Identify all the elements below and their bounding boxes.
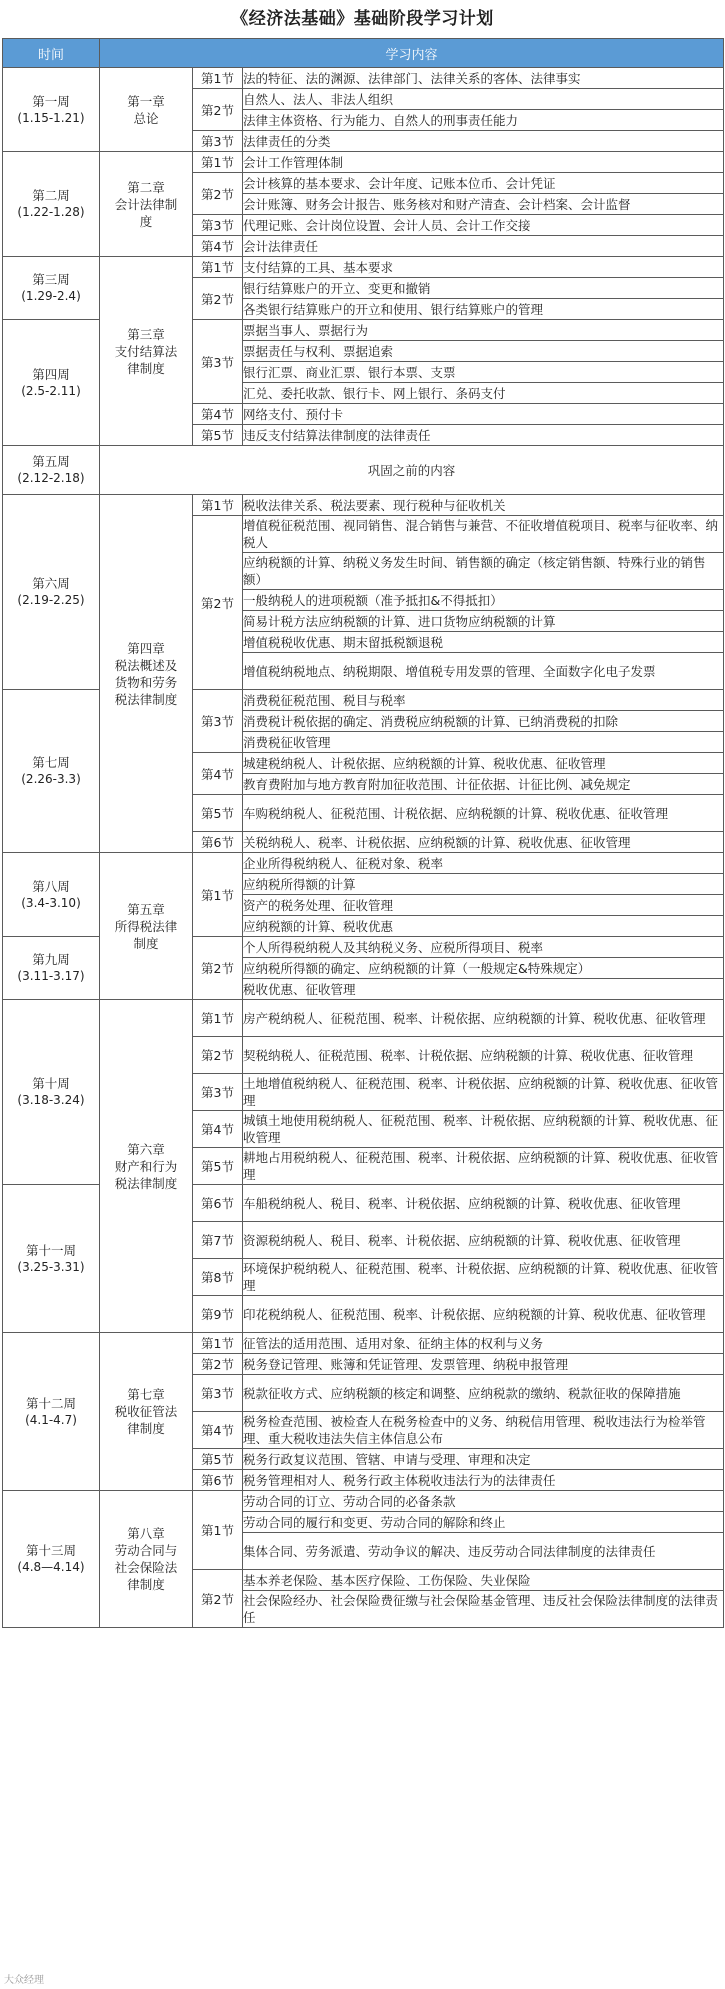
- week-cell: [3, 495, 100, 690]
- section-content: 增值税纳税地点、纳税期限、增值税专用发票的管理、全面数字化电子发票: [243, 653, 724, 690]
- section-number: 第3节: [193, 320, 243, 404]
- week-range: (1.15-1.21): [17, 110, 85, 125]
- section-content: 税收优惠、征收管理: [243, 979, 724, 1000]
- section-content: 法律主体资格、行为能力、自然人的刑事责任能力: [243, 110, 724, 131]
- week-cell: [3, 1491, 100, 1628]
- study-plan-body: [3, 39, 724, 1628]
- section-content: 教育费附加与地方教育附加征收范围、计征依据、计征比例、减免规定: [243, 774, 724, 795]
- section-number: 第2节: [193, 1354, 243, 1375]
- section-content: 关税纳税人、税率、计税依据、应纳税额的计算、税收优惠、征收管理: [243, 832, 724, 853]
- section-number: 第2节: [193, 1570, 243, 1628]
- week-range: (4.8—4.14): [17, 1560, 85, 1574]
- week-range: (2.19-2.25): [17, 593, 85, 607]
- section-number: 第1节: [193, 1333, 243, 1354]
- section-number: 第1节: [193, 257, 243, 278]
- section-content: 票据当事人、票据行为: [243, 320, 724, 341]
- section-content: 车船税纳税人、税目、税率、计税依据、应纳税额的计算、税收优惠、征收管理: [243, 1185, 724, 1222]
- section-content: 支付结算的工具、基本要求: [243, 257, 724, 278]
- section-content: 自然人、法人、非法人组织: [243, 89, 724, 110]
- table-row: [3, 1000, 724, 1037]
- section-content: 基本养老保险、基本医疗保险、工伤保险、失业保险: [243, 1570, 724, 1591]
- week-label: 第十周: [32, 1076, 70, 1091]
- section-number: 第5节: [193, 1449, 243, 1470]
- section-number: 第4节: [193, 404, 243, 425]
- section-number: 第7节: [193, 1222, 243, 1259]
- week-label: 第七周: [32, 755, 70, 770]
- section-content: 会计法律责任: [243, 236, 724, 257]
- section-number: 第2节: [193, 1037, 243, 1074]
- week-range: (1.22-1.28): [17, 205, 85, 219]
- week-range: (2.12-2.18): [17, 471, 85, 485]
- chapter-cell: [100, 152, 193, 257]
- week-label: 第一周: [32, 93, 70, 109]
- chapter-cell: [100, 1000, 193, 1333]
- section-content: 法律责任的分类: [243, 131, 724, 152]
- section-number: 第4节: [193, 1412, 243, 1449]
- chapter-cell: [100, 1491, 193, 1628]
- section-content: 城建税纳税人、计税依据、应纳税额的计算、税收优惠、征收管理: [243, 753, 724, 774]
- chapter-cell: [100, 853, 193, 1000]
- week-cell: [3, 320, 100, 446]
- table-row: [3, 1491, 724, 1512]
- section-number: 第5节: [193, 795, 243, 832]
- section-number: 第4节: [193, 1111, 243, 1148]
- week-label: 第三周: [32, 272, 70, 287]
- week-label: 第五周: [32, 454, 70, 469]
- section-number: 第3节: [193, 690, 243, 753]
- table-row: [3, 257, 724, 278]
- week-label: 第十一周: [25, 1242, 76, 1258]
- section-content: 应纳税额的计算、纳税义务发生时间、销售额的确定（核定销售额、特殊行业的销售额）: [243, 553, 724, 590]
- week-cell: [3, 853, 100, 937]
- chapter-cell: [100, 495, 193, 853]
- section-content: 会计核算的基本要求、会计年度、记账本位币、会计凭证: [243, 173, 724, 194]
- section-content: 银行结算账户的开立、变更和撤销: [243, 278, 724, 299]
- section-number: 第6节: [193, 1470, 243, 1491]
- section-number: 第4节: [193, 753, 243, 795]
- chapter-title: 第四章 税法概述及 货物和劳务 税法律制度: [114, 640, 178, 707]
- section-content: 个人所得税纳税人及其纳税义务、应税所得项目、税率: [243, 937, 724, 958]
- section-number: 第3节: [193, 131, 243, 152]
- section-content: 票据责任与权利、票据追索: [243, 341, 724, 362]
- week-label: 第四周: [32, 366, 70, 382]
- section-content: 汇兑、委托收款、银行卡、网上银行、条码支付: [243, 383, 724, 404]
- section-content: 简易计税方法应纳税额的计算、进口货物应纳税额的计算: [243, 611, 724, 632]
- section-content: 房产税纳税人、征税范围、税率、计税依据、应纳税额的计算、税收优惠、征收管理: [243, 1000, 724, 1037]
- week-cell: [3, 937, 100, 1000]
- section-content: 代理记账、会计岗位设置、会计人员、会计工作交接: [243, 215, 724, 236]
- week-cell: [3, 690, 100, 853]
- table-row: [3, 152, 724, 173]
- section-number: 第3节: [193, 215, 243, 236]
- section-content: 劳动合同的订立、劳动合同的必备条款: [243, 1491, 724, 1512]
- section-number: 第1节: [193, 1000, 243, 1037]
- section-number: 第8节: [193, 1259, 243, 1296]
- chapter-title: 第五章 所得税法律 制度: [114, 901, 178, 951]
- section-number: 第2节: [193, 89, 243, 131]
- section-content: 应纳税所得额的计算: [243, 874, 724, 895]
- section-number: 第1节: [193, 495, 243, 516]
- week-cell: [3, 446, 100, 495]
- section-content: 税款征收方式、应纳税额的核定和调整、应纳税款的缴纳、税款征收的保障措施: [243, 1375, 724, 1412]
- week-label: 第十二周: [25, 1395, 76, 1411]
- section-number: 第6节: [193, 832, 243, 853]
- section-number: 第2节: [193, 173, 243, 215]
- section-content: 劳动合同的履行和变更、劳动合同的解除和终止: [243, 1512, 724, 1533]
- section-content: 各类银行结算账户的开立和使用、银行结算账户的管理: [243, 299, 724, 320]
- header-content: 学习内容: [100, 39, 724, 68]
- section-content: 违反支付结算法律制度的法律责任: [243, 425, 724, 446]
- section-content: 会计账簿、财务会计报告、账务核对和财产清查、会计档案、会计监督: [243, 194, 724, 215]
- header-week: 时间: [3, 39, 100, 68]
- section-content: 银行汇票、商业汇票、银行本票、支票: [243, 362, 724, 383]
- week-cell: [3, 257, 100, 320]
- section-content: 消费税计税依据的确定、消费税应纳税额的计算、已纳消费税的扣除: [243, 711, 724, 732]
- week-cell: [3, 1185, 100, 1333]
- week-range: (3.25-3.31): [17, 1259, 85, 1274]
- section-content: 企业所得税纳税人、征税对象、税率: [243, 853, 724, 874]
- section-number: 第5节: [193, 1148, 243, 1185]
- section-number: 第3节: [193, 1074, 243, 1111]
- section-number: 第1节: [193, 68, 243, 89]
- section-content: 环境保护税纳税人、征税范围、税率、计税依据、应纳税额的计算、税收优惠、征收管理: [243, 1259, 724, 1296]
- week-cell: [3, 1000, 100, 1185]
- section-content: 资源税纳税人、税目、税率、计税依据、应纳税额的计算、税收优惠、征收管理: [243, 1222, 724, 1259]
- chapter-title: 第二章 会计法律制 度: [114, 179, 178, 229]
- week-label: 第二周: [32, 188, 70, 203]
- week-range: (3.18-3.24): [17, 1093, 85, 1107]
- section-content: 税务登记管理、账簿和凭证管理、发票管理、纳税申报管理: [243, 1354, 724, 1375]
- section-content: 集体合同、劳务派遣、劳动争议的解决、违反劳动合同法律制度的法律责任: [243, 1533, 724, 1570]
- section-content: 资产的税务处理、征收管理: [243, 895, 724, 916]
- section-content: 征管法的适用范围、适用对象、征纳主体的权利与义务: [243, 1333, 724, 1354]
- week-range: (2.5-2.11): [21, 383, 81, 398]
- section-content: 税务检查范围、被检查人在税务检查中的义务、纳税信用管理、税收违法行为检举管理、重大税收违法失信主体信息公布: [243, 1412, 724, 1449]
- week-label: 第九周: [32, 952, 70, 967]
- section-number: 第9节: [193, 1296, 243, 1333]
- week-cell: [3, 1333, 100, 1491]
- chapter-cell: [100, 257, 193, 446]
- section-content: 耕地占用税纳税人、征税范围、税率、计税依据、应纳税额的计算、税收优惠、征收管理: [243, 1148, 724, 1185]
- table-row: [3, 446, 724, 495]
- section-number: 第2节: [193, 937, 243, 1000]
- section-content: 应纳税额的计算、税收优惠: [243, 916, 724, 937]
- study-plan-table: [2, 38, 724, 1628]
- chapter-cell: [100, 68, 193, 152]
- chapter-cell: [100, 1333, 193, 1491]
- week-range: (3.11-3.17): [17, 969, 85, 983]
- section-content: 消费税征收管理: [243, 732, 724, 753]
- section-content: 会计工作管理体制: [243, 152, 724, 173]
- section-content: 契税纳税人、征税范围、税率、计税依据、应纳税额的计算、税收优惠、征收管理: [243, 1037, 724, 1074]
- section-number: 第3节: [193, 1375, 243, 1412]
- table-row: [3, 853, 724, 874]
- section-number: 第5节: [193, 425, 243, 446]
- section-content: 土地增值税纳税人、征税范围、税率、计税依据、应纳税额的计算、税收优惠、征收管理: [243, 1074, 724, 1111]
- week-cell: [3, 152, 100, 257]
- section-number: 第2节: [193, 278, 243, 320]
- chapter-title: 第三章 支付结算法 律制度: [114, 326, 178, 376]
- section-number: 第6节: [193, 1185, 243, 1222]
- footer-watermark: 大众经理: [4, 1975, 44, 1986]
- week-cell: [3, 68, 100, 152]
- section-content: 城镇土地使用税纳税人、征税范围、税率、计税依据、应纳税额的计算、税收优惠、征收管理: [243, 1111, 724, 1148]
- section-content: 一般纳税人的进项税额（准予抵扣&不得抵扣）: [243, 590, 724, 611]
- section-number: 第4节: [193, 236, 243, 257]
- section-content: 法的特征、法的渊源、法律部门、法律关系的客体、法律事实: [243, 68, 724, 89]
- section-content: 增值税征税范围、视同销售、混合销售与兼营、不征收增值税项目、税率与征收率、纳税人: [243, 516, 724, 553]
- table-row: [3, 495, 724, 516]
- page-title: 《经济法基础》基础阶段学习计划: [231, 9, 494, 29]
- chapter-title: 第八章 劳动合同与 社会保险法 律制度: [114, 1526, 178, 1592]
- section-content: 税收法律关系、税法要素、现行税种与征收机关: [243, 495, 724, 516]
- section-number: 第2节: [193, 516, 243, 690]
- review-cell: 巩固之前的内容: [100, 446, 724, 495]
- section-content: 应纳税所得额的确定、应纳税额的计算（一般规定&特殊规定）: [243, 958, 724, 979]
- section-content: 印花税纳税人、征税范围、税率、计税依据、应纳税额的计算、税收优惠、征收管理: [243, 1296, 724, 1333]
- section-content: 车购税纳税人、征税范围、计税依据、应纳税额的计算、税收优惠、征收管理: [243, 795, 724, 832]
- section-number: 第1节: [193, 1491, 243, 1570]
- table-row: [3, 68, 724, 89]
- table-row: [3, 1333, 724, 1354]
- section-content: 税务管理相对人、税务行政主体税收违法行为的法律责任: [243, 1470, 724, 1491]
- week-label: 第八周: [32, 878, 70, 894]
- week-range: (3.4-3.10): [21, 895, 81, 910]
- chapter-title: 第六章 财产和行为 税法律制度: [114, 1141, 178, 1191]
- week-range: (4.1-4.7): [25, 1412, 77, 1427]
- section-content: 网络支付、预付卡: [243, 404, 724, 425]
- section-content: 消费税征税范围、税目与税率: [243, 690, 724, 711]
- week-label: 第十三周: [25, 1543, 76, 1558]
- week-label: 第六周: [32, 576, 70, 591]
- header-row: [3, 39, 724, 68]
- week-range: (1.29-2.4): [21, 289, 81, 303]
- section-content: 社会保险经办、社会保险费征缴与社会保险基金管理、违反社会保险法律制度的法律责任: [243, 1591, 724, 1628]
- chapter-title: 第一章 总论: [127, 93, 165, 126]
- chapter-title: 第七章 税收征管法 律制度: [114, 1387, 178, 1436]
- section-content: 税务行政复议范围、管辖、申请与受理、审理和决定: [243, 1449, 724, 1470]
- week-range: (2.26-3.3): [21, 772, 81, 786]
- section-content: 增值税税收优惠、期末留抵税额退税: [243, 632, 724, 653]
- section-number: 第1节: [193, 152, 243, 173]
- section-number: 第1节: [193, 853, 243, 937]
